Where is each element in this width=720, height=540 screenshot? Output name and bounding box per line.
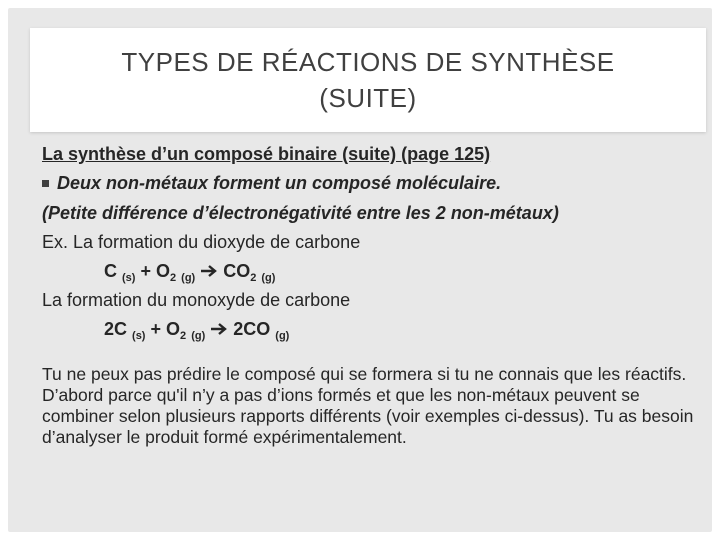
eq2-product-state: (g) [275,330,290,342]
section-heading: La synthèse d’un composé binaire (suite) (page 125) [42,144,491,164]
eq1-product-state: (g) [261,272,276,284]
bullet-text: Deux non-métaux forment un composé moléculaire. [57,173,502,193]
eq2-reactant-2-state: (g) [191,330,206,342]
example-2-intro: La formation du monoxyde de carbone [42,290,351,310]
explanation-paragraph: Tu ne peux pas prédire le composé qui se formera si tu ne connais que les réactifs. D’abord parce qu'il n’y a pas d’ions formés et que les non-métaux peuvent se combiner selon plusieurs rapports différents (voir exemples ci-dessus). Tu as besoin d’analyser le produit formé expérimentalement. [42,364,694,447]
title-box [30,28,706,132]
eq1-reactant-2-state: (g) [181,272,196,284]
eq2-reactant-1: 2C [104,319,128,339]
equation-1 [104,260,275,285]
eq2-product: 2CO [233,319,271,339]
note-text: (Petite différence d’électronégativité entre les 2 non-métaux) [42,203,559,223]
eq1-reactant-1-state: (s) [122,272,136,284]
bullet-item [42,172,501,194]
eq1-plus: + [140,261,151,281]
title-line-2: (SUITE) [319,83,417,113]
slide-title [30,44,706,116]
eq1-reactant-2: $O_2$ [156,261,177,284]
eq1-reactant-1: C [104,261,117,281]
bullet-square-icon [42,180,49,187]
equation-2 [104,318,289,343]
eq2-plus: + [150,319,162,339]
arrow-right-icon [210,322,228,336]
title-line-1: TYPES DE RÉACTIONS DE SYNTHÈSE [121,47,615,77]
example-1-intro: Ex. La formation du dioxyde de carbone [42,232,361,252]
arrow-right-icon [200,264,218,278]
eq2-reactant-1-state: (s) [132,330,146,342]
eq2-reactant-2: $O_2$ [166,319,187,342]
eq1-product: $CO_2$ [223,261,257,284]
